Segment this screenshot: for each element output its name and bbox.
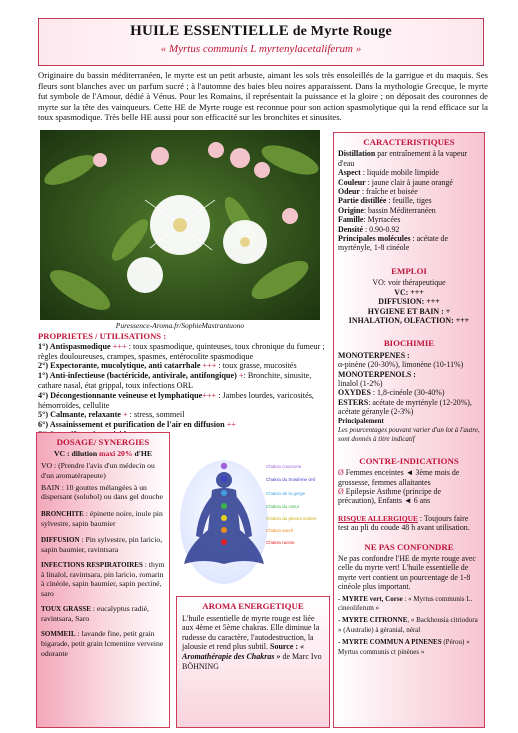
confondre-item: - MYRTE COMMUN A PINENES (Pérou) « Myrtus communis ct pinènes » bbox=[338, 638, 470, 656]
caract-row: Partie distillée : feuille, tiges bbox=[338, 196, 432, 206]
forbidden-icon: Ø bbox=[338, 487, 344, 496]
synergy-entry: DIFFUSION : Pin sylvestre, pin laricio, sapin baumier, ravintsara bbox=[41, 534, 163, 554]
aroma-title: AROMA ENERGETIQUE bbox=[202, 601, 304, 611]
properties-section bbox=[38, 332, 328, 440]
contre-line-2: Ø Epilepsie Asthme (principe de précaution), Enfants ◄ 6 ans bbox=[338, 487, 442, 506]
emploi-line: DIFFUSION: +++ bbox=[378, 297, 440, 307]
caract-row: Densité : 0.90-0.92 bbox=[338, 224, 400, 234]
synergy-entry: INFECTIONS RESPIRATOIRES : thym à linalol, ravintsara, pin laricio, romarin à cinéole, sapin baumier, sapin pectiné, saro bbox=[41, 560, 165, 598]
properties-title: PROPRIETES / UTILISATIONS : bbox=[38, 331, 167, 341]
confondre-intro: Ne pas confondre l'HE de myrte rouge avec celle du myrte vert! L'huile essentielle de myrte vert contient un pourcentage de 1-8 cinéole plus important. bbox=[338, 554, 476, 592]
contre-line-1: Ø Femmes enceintes ◄ 3ème mois de grossesse, femmes allaitantes bbox=[338, 468, 460, 487]
dosage-title: DOSAGE/ SYNERGIES bbox=[56, 437, 150, 447]
synergy-entry: SOMMEIL : lavande fine, petit grain bigarade, petit grain lcmentine verveine odorante bbox=[41, 629, 164, 658]
chakra-label: Chakra couronne bbox=[266, 464, 302, 469]
chakra-dot-troisieme-oeil bbox=[221, 476, 227, 482]
chakra-dot-plexus bbox=[221, 515, 227, 521]
property-item: 1°) Antispasmodique +++ : toux spasmodique, quinteuses, toux chronique du fumeur ; règles douloureuses, crampes, spasmes, entérocolite spasmodique bbox=[38, 341, 325, 361]
chakra-dot-couronne bbox=[221, 463, 227, 469]
property-item: 4°) Décongestionnante veineuse et lymphatique+++ : Jambes lourdes, varicosités, hémorroïdes, cellulite bbox=[38, 390, 314, 410]
emploi-line: HYGIENE ET BAIN : + bbox=[367, 306, 451, 316]
page-title bbox=[39, 23, 483, 40]
chakra-dot-racine bbox=[221, 539, 227, 545]
caract-row: Couleur : jaune clair à jaune orangé bbox=[338, 177, 453, 187]
chakra-label: Chakra du plexus solaire bbox=[266, 516, 317, 521]
photo-credit: Puressence-Aroma.fr/SophieMastrantuono bbox=[115, 321, 245, 330]
synergy-entry: TOUX GRASSE : eucalyptus radié, ravintsara, Saro bbox=[41, 603, 149, 624]
emploi-line: VC: +++ bbox=[394, 287, 424, 297]
intro-paragraph: Originaire du bassin méditerranéen, le myrte est un petit arbuste, aimant les sols très ensoleillés de la garrigue et du maquis. Ses fleurs sont blanches avec un parfum sucré ; à l'automne des baies bleu noires apparaissent. Dans la mythologie Grecque, le myrte fut symbole de l'Amour, dédié à Vénus. Pour les Romains, il représentait la puissance et la gloire ; on déposait des couronnes de myrte sur la tête des vainqueurs. Cette HE de Myrte rouge est reconnue pour son action spasmolytique qui la rend efficace sur la toux spasmodique. Très belle HE aussi pour son efficacité sur les bronchites et sinusites. bbox=[38, 70, 488, 123]
dosage-vo: VO : (Prendre l'avis d'un médecin ou d'un aromatérapeute) bbox=[41, 461, 155, 480]
aroma-energetique-box bbox=[176, 596, 330, 728]
confondre-title: NE PAS CONFONDRE bbox=[364, 541, 454, 552]
biochimie-group: MONOTERPENES : α-pinène (20-30%), limonène (10-11%) bbox=[338, 350, 464, 370]
property-item: 5°) Calmante, relaxante + : stress, sommeil bbox=[38, 410, 185, 420]
caract-row: Odeur : fraîche et boisée bbox=[338, 187, 418, 197]
emploi-title: EMPLOI bbox=[391, 265, 427, 276]
chakra-label: Chakra racine bbox=[266, 540, 295, 545]
header-box bbox=[38, 18, 484, 66]
risque-allergique: RISQUE ALLERGIQUE : Toujours faire test au pli du coude 48 h avant utilisation. bbox=[338, 513, 470, 533]
biochimie-principal: Principalement bbox=[338, 416, 384, 425]
page-subtitle: « Myrtus communis L myrtenylacetaliferum » bbox=[160, 43, 362, 55]
dosage-vc: VC : dilution maxi 20% d'HE bbox=[53, 449, 153, 459]
biochimie-title: BIOCHIMIE bbox=[383, 338, 435, 349]
emploi-line: INHALATION, OLFACTION: +++ bbox=[348, 315, 470, 325]
chakra-label: Chakra du cœur bbox=[266, 504, 300, 509]
caract-row: Famille: Myrtacées bbox=[338, 215, 401, 225]
property-item: 2°) Expectorante, mucolytique, anti catarrhale +++ : toux grasse, mucosités bbox=[38, 361, 297, 371]
chakra-dot-sacre bbox=[221, 527, 227, 533]
dosage-box bbox=[36, 432, 170, 728]
dosage-bain: BAIN : 10 gouttes mélangées à un dispersant (solubol) ou dans gel douche bbox=[41, 482, 163, 502]
chakra-dot-coeur bbox=[221, 503, 227, 509]
biochimie-note: Les pourcentages pouvant varier d'un lot à l'autre, sont donnés à titre indicatif bbox=[338, 425, 480, 444]
caract-row: Principales molécules : acétate de myrtényle, 1-8 cinéole bbox=[338, 234, 449, 253]
chakra-label: Chakra du troisième œil bbox=[266, 477, 315, 482]
caract-row: Distillation par entraînement à la vapeur d'eau bbox=[338, 149, 468, 168]
property-item: 1°) Anti-infectieuse (bactéricide, antivirale, antifongique) +: Bronchite, sinusite, cathare nasal, état grippal, toux infections ORL bbox=[38, 371, 312, 390]
biochimie-group: ESTERS: acétate de myrtényle (12-20%), acétate géranyle (2-3%) bbox=[338, 397, 472, 417]
title-rest: de Myrte Rouge bbox=[292, 24, 392, 39]
caract-row: Origine: bassin Méditerranéen bbox=[338, 205, 436, 215]
synergy-entry: BRONCHITE : épinette noire, inule pin sylvestre, sapin baumier bbox=[41, 509, 163, 529]
biochimie-group: OXYDES : 1,8-cinéole (30-40%) bbox=[338, 388, 445, 398]
myrtle-flower-photo bbox=[40, 130, 320, 320]
caracteristiques-title: CARACTERISTIQUES bbox=[363, 137, 455, 147]
confondre-item: - MYRTE vert, Corse : « Myrtus communis L. cineoliferum » bbox=[338, 594, 473, 613]
forbidden-icon: Ø bbox=[338, 468, 344, 478]
title-main: HUILE ESSENTIELLE bbox=[130, 23, 289, 39]
right-column-box bbox=[333, 132, 485, 728]
contre-indications-title: CONTRE-INDICATIONS bbox=[359, 455, 459, 466]
chakra-label: Chakra sacré bbox=[266, 528, 294, 533]
property-item: 6°) Assainissement et purification de l'air en diffusion ++ bbox=[38, 420, 236, 430]
chakra-label: Chakra de la gorge bbox=[266, 491, 306, 496]
confondre-item: - MYRTE CITRONNE, « Backhousia citriodora » (Australie) à géranial, néral bbox=[338, 616, 478, 634]
biochimie-group: MONOTERPENOLS : linalol (1-2%) bbox=[338, 369, 416, 388]
emploi-line: VO: voir thérapeutique bbox=[372, 278, 446, 288]
chakra-figure bbox=[174, 452, 330, 592]
caract-row: Aspect : liquide mobile limpide bbox=[338, 168, 439, 178]
aroma-text: L'huile essentielle de myrte rouge est liée aux 4ème et 5ème chakras. Elle diminue la rudesse du caractère, l'autodestruction, la jalousie et rend plus subtil. Source : « Aromathérapie des Chakras » de Marc Ivo BÖHNING bbox=[182, 613, 322, 671]
chakra-dot-gorge bbox=[221, 490, 227, 496]
